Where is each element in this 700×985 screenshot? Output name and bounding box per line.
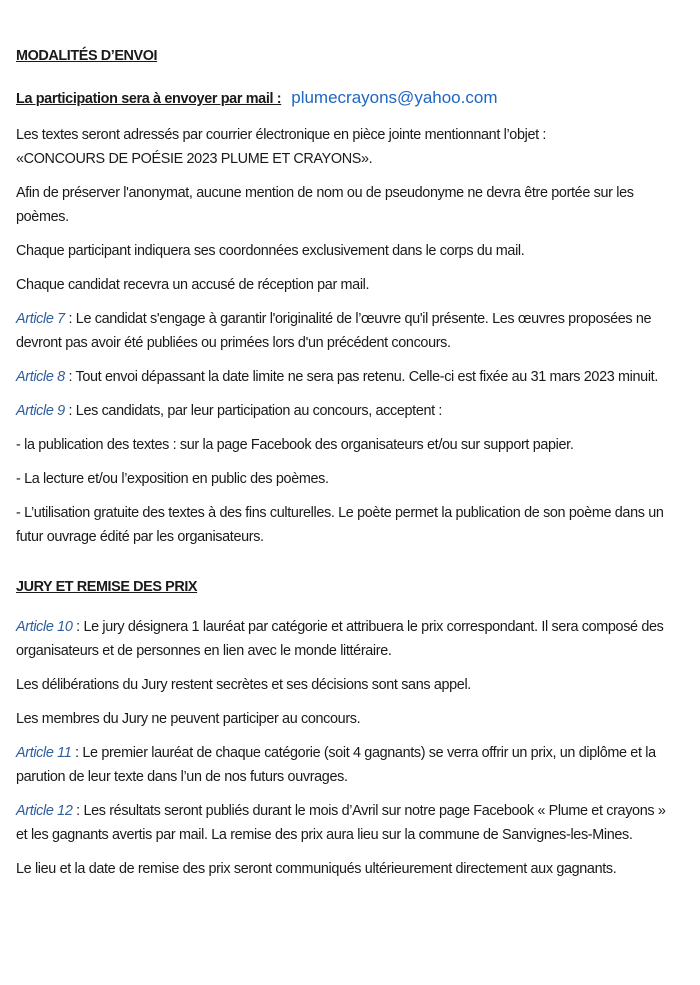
paragraph-remise-prix: Le lieu et la date de remise des prix seront communiqués ultérieurement directement aux gagnants. (16, 861, 617, 877)
list-item-publication: - la publication des textes : sur la page Facebook des organisateurs et/ou sur support papier. (16, 437, 574, 453)
article-11 (16, 741, 678, 789)
paragraph-envoi-line2: «CONCOURS DE POÉSIE 2023 PLUME ET CRAYONS». (16, 151, 373, 167)
article-7-text: : Le candidat s'engage à garantir l'originalité de l’œuvre qu'il présente. Les œuvres proposées ne devront pas avoir été publiées ou primées lors d'un précédent concours. (16, 311, 652, 351)
paragraph-accuse: Chaque candidat recevra un accusé de réception par mail. (16, 277, 370, 293)
section-heading-jury: JURY ET REMISE DES PRIX (16, 579, 198, 595)
article-10-text: : Le jury désignera 1 lauréat par catégorie et attribuera le prix correspondant. Il sera composé des organisateurs et de personnes en lien avec le monde littéraire. (16, 619, 664, 659)
list-item-lecture: - La lecture et/ou l’exposition en public des poèmes. (16, 471, 329, 487)
article-10-label: Article 10 (16, 619, 73, 635)
article-9-text: : Les candidats, par leur participation au concours, acceptent : (64, 403, 443, 419)
paragraph-deliberations: Les délibérations du Jury restent secrètes et ses décisions sont sans appel. (16, 677, 471, 693)
article-8 (16, 365, 678, 389)
paragraph-membres-jury: Les membres du Jury ne peuvent participer au concours. (16, 711, 361, 727)
article-8-label: Article 8 (16, 369, 65, 385)
article-7 (16, 307, 678, 355)
paragraph-envoi-line1: Les textes seront adressés par courrier électronique en pièce jointe mentionnant l’objet : (16, 127, 547, 143)
article-12-label: Article 12 (16, 803, 73, 819)
mail-instruction (16, 86, 678, 111)
article-11-label: Article 11 (16, 745, 72, 761)
section-heading-modalites: MODALITÉS D’ENVOI (16, 48, 158, 64)
article-12-text: : Les résultats seront publiés durant le mois d’Avril sur notre page Facebook « Plume et crayons » et les gagnants avertis par mail. La remise des prix aura lieu sur la commune de Sanvignes-les-Mines. (16, 803, 666, 843)
article-9-label: Article 9 (16, 403, 65, 419)
email-address[interactable]: plumecrayons@yahoo.com (291, 88, 498, 107)
paragraph-coordonnees: Chaque participant indiquera ses coordonnées exclusivement dans le corps du mail. (16, 243, 525, 259)
article-12 (16, 799, 678, 847)
article-9 (16, 399, 678, 423)
article-11-text: : Le premier lauréat de chaque catégorie (soit 4 gagnants) se verra offrir un prix, un diplôme et la parution de leur texte dans l’un de nos futurs ouvrages. (16, 745, 656, 785)
article-10 (16, 615, 678, 663)
mail-label: La participation sera à envoyer par mail : (16, 91, 282, 107)
paragraph-envoi (16, 123, 678, 171)
paragraph-anonymat: Afin de préserver l'anonymat, aucune mention de nom ou de pseudonyme ne devra être portée sur les poèmes. (16, 185, 634, 225)
article-8-text: : Tout envoi dépassant la date limite ne sera pas retenu. Celle-ci est fixée au 31 mars 2023 minuit. (64, 369, 658, 385)
article-7-label: Article 7 (16, 311, 65, 327)
list-item-utilisation: - L’utilisation gratuite des textes à des fins culturelles. Le poète permet la publication de son poème dans un futur ouvrage édité par les organisateurs. (16, 505, 664, 545)
